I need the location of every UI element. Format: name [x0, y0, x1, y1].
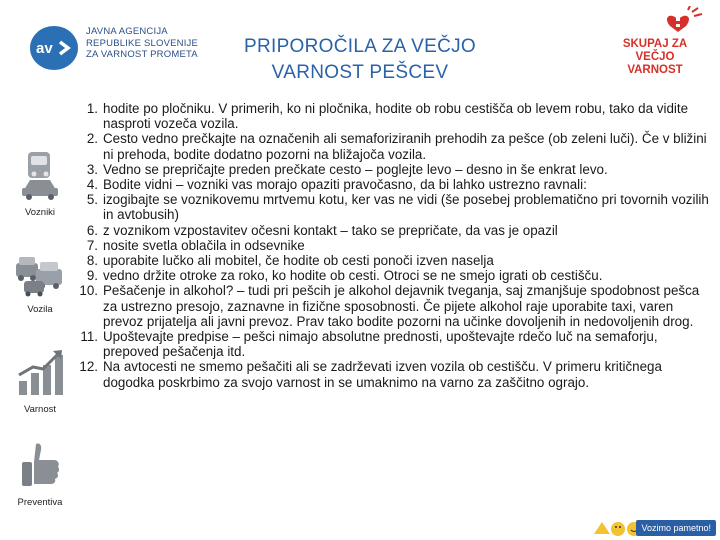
item-number: 2. [86, 131, 98, 147]
list-item [78, 283, 710, 329]
rising-chart-icon [15, 347, 65, 397]
item-number: 12. [79, 359, 98, 375]
title-line-1: PRIPOROČILA ZA VEČJO [244, 36, 476, 57]
item-text: Na avtocesti ne smemo pešačiti ali se zadrževati izven vozila ob cestišču. V primeru kritičnega dogodka poskrbimo za svojo varnost in se umaknimo na varno za zaščitno ograjo. [103, 359, 662, 390]
list-item [78, 177, 710, 192]
thumbs-up-icon [18, 440, 62, 490]
recommendations-list [78, 101, 710, 390]
item-number: 7. [86, 237, 98, 253]
sidebar-item-label: Vozila [27, 304, 53, 315]
item-number: 9. [86, 268, 98, 284]
title-line-2: VARNOST PEŠCEV [271, 62, 449, 83]
cars-icon [14, 253, 66, 297]
car-icon [18, 150, 62, 200]
sidebar-item-label: Vozniki [24, 207, 56, 218]
list-item [78, 238, 710, 253]
sidebar-item-vozila [12, 253, 68, 315]
item-number: 1. [86, 101, 98, 116]
campaign-line-2: VEČJO VARNOST [627, 51, 683, 76]
item-text: vedno držite otroke za roko, ko hodite ob cesti. Otroci se ne smejo igrati ob cestišču. [103, 268, 603, 284]
avp-logo-icon [35, 38, 73, 58]
list-item [78, 162, 710, 177]
vozimo-pametno-button[interactable]: Vozimo pametno! [636, 520, 716, 536]
item-number: 5. [86, 192, 98, 208]
list-item [78, 223, 710, 238]
item-text: hodite po pločniku. V primerih, ko ni pločnika, hodite ob robu cestišča ob levem robu, tako da vidite nasproti vozeča vozila. [103, 101, 689, 132]
item-text: Pešačenje in alkohol? – tudi pri pešcih je alkohol dejavnik tveganja, saj zmanjšuje spodobnost pešca za ustrezno presojo, zaznavne in fizične sposobnosti. Če pijete alkohol raje uporabite taxi, varen prevoz prijatelja ali javni prevoz. Prav tako bodite pozorni na učinke dovoljenih in nedovoljenih drog. [103, 283, 700, 329]
sidebar-item-label: Varnost [23, 404, 57, 415]
list-item [78, 268, 710, 283]
sidebar-item-varnost [12, 347, 68, 415]
footer-bar [592, 520, 716, 538]
item-number: 6. [86, 222, 98, 238]
sidebar-item-label: Preventiva [17, 497, 63, 508]
item-text: Cesto vedno prečkajte na označenih ali semaforiziranih prehodih za pešce (ob zeleni luči). Če v bližini ni prehoda, bodite dodatno pozorni na bližajoča vozila. [103, 131, 707, 162]
list-item [78, 329, 710, 359]
item-text: uporabite lučko ali mobitel, če hodite ob cesti ponoči izven naselja [103, 253, 494, 269]
item-text: Vedno se prepričajte preden prečkate cesto – poglejte levo – desno in še enkrat levo. [103, 161, 608, 177]
list-item [78, 359, 710, 389]
item-text: izogibajte se voznikovemu mrtvemu kotu, ker vas ne vidi (še posebej problematično pri tovornih vozilih in avtobusih) [103, 192, 709, 223]
campaign-line-1: SKUPAJ ZA [622, 38, 688, 50]
agency-line: JAVNA AGENCIJA [86, 26, 168, 37]
item-text: Bodite vidni – vozniki vas morajo opaziti pravočasno, da bi lahko ustrezno ravnali: [103, 177, 587, 193]
list-item [78, 131, 710, 161]
item-number: 4. [86, 177, 98, 193]
item-text: z voznikom vzpostavitev očesni kontakt – tako se prepričate, da vas je opazil [103, 222, 558, 238]
agency-line: REPUBLIKE SLOVENIJE [86, 37, 199, 49]
sidebar-item-preventiva [12, 440, 68, 508]
item-number: 8. [86, 253, 98, 269]
heart-road-icon [612, 6, 712, 38]
item-number: 3. [86, 161, 98, 177]
item-text: nosite svetla oblačila in odsevnike [103, 237, 305, 253]
avp-logo [30, 26, 78, 70]
list-item [78, 101, 710, 131]
item-number: 11. [80, 329, 98, 345]
item-text: Upoštevajte predpise – pešci nimajo absolutne prednosti, upoštevajte rdečo luč na semaforju, prepoved pešačenja itd. [103, 329, 658, 360]
svg-text:av: av [36, 40, 53, 57]
item-number: 10. [79, 283, 98, 299]
agency-line: ZA VARNOST PROMETA [86, 49, 198, 60]
list-item [78, 192, 710, 222]
sidebar-item-vozniki [12, 150, 68, 218]
list-item [78, 253, 710, 268]
page-title [180, 34, 540, 86]
campaign-logo [612, 6, 712, 76]
